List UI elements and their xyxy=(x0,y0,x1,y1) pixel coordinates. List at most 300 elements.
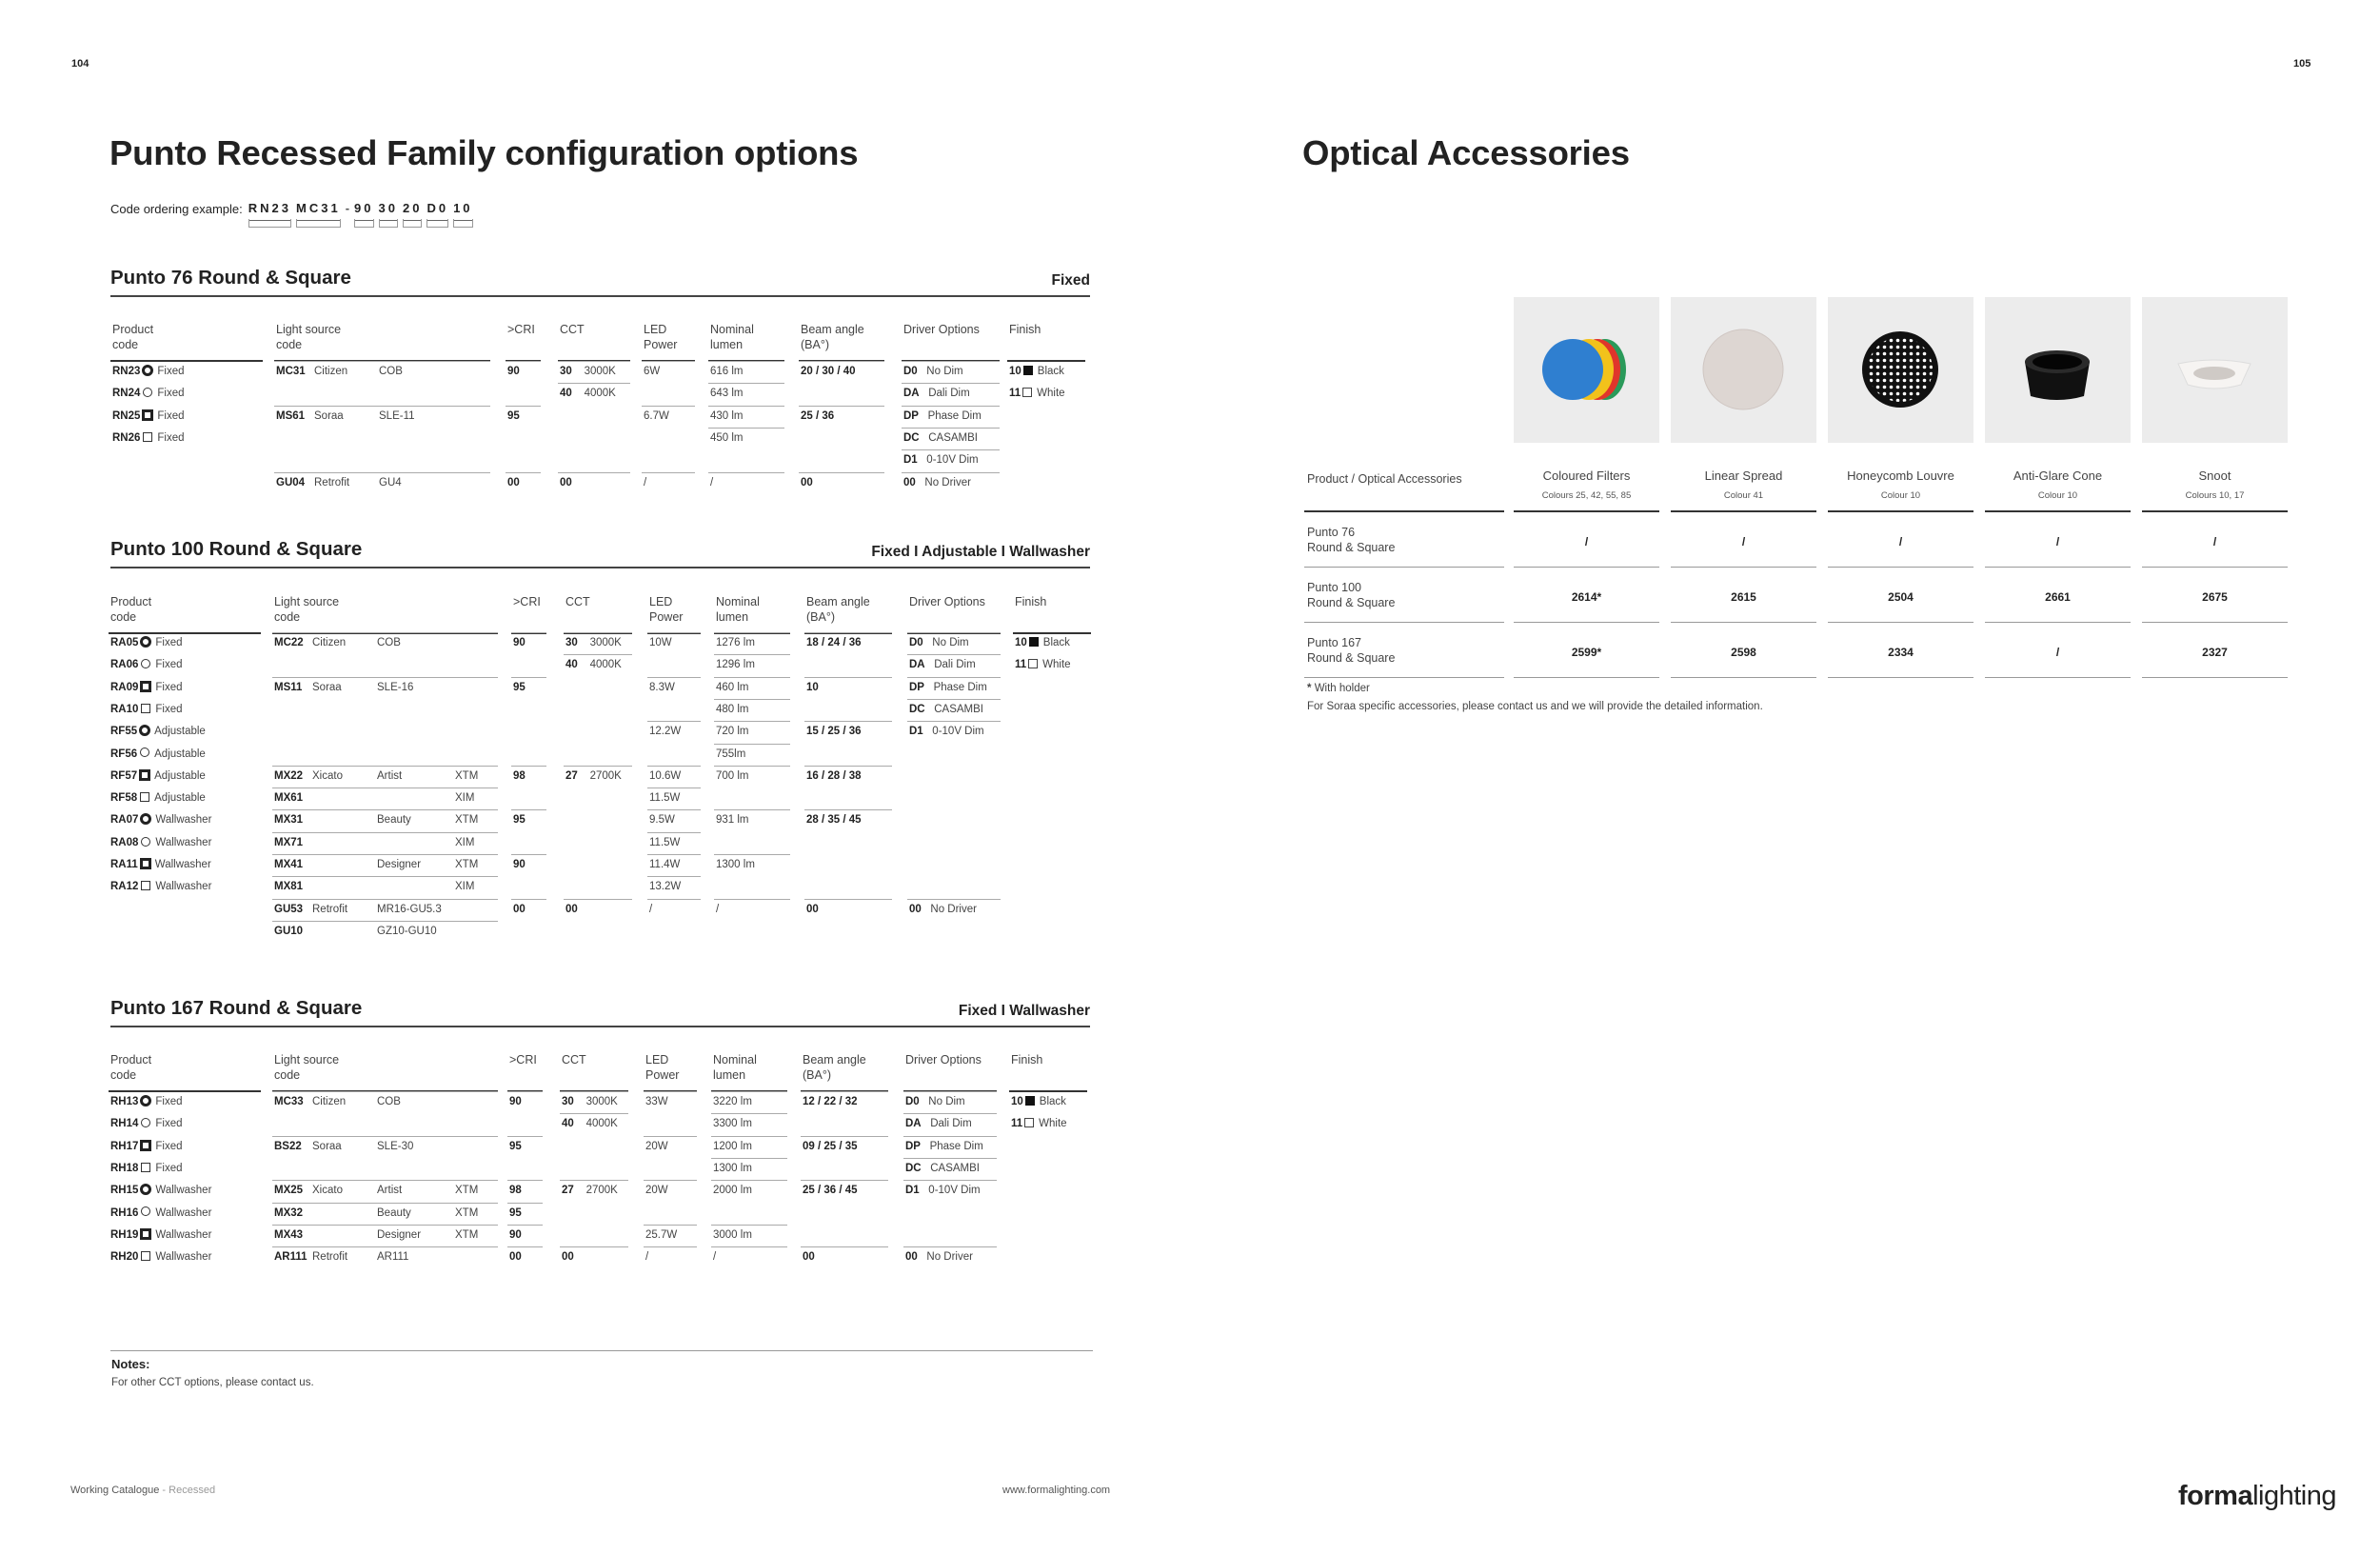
shape-square-bold-icon xyxy=(140,1140,151,1151)
row-rule xyxy=(272,832,498,833)
row-rule xyxy=(714,677,790,678)
lumen-value: 720 lm xyxy=(716,726,749,738)
lumen-value: 1300 lm xyxy=(713,1162,752,1174)
finish-code: 10 xyxy=(1011,1096,1023,1107)
row-rule xyxy=(642,361,695,362)
row-rule xyxy=(903,1136,997,1137)
row-rule xyxy=(647,721,701,722)
beam-value: 25 / 36 xyxy=(801,409,835,422)
section-divider xyxy=(110,567,1090,568)
accessory-code: 2334 xyxy=(1888,646,1914,659)
section-title: Punto 76 Round & Square xyxy=(110,267,351,289)
cri-value: 95 xyxy=(513,681,526,693)
accessory-colours: Colour 10 xyxy=(2037,490,2078,501)
header-rule xyxy=(2142,510,2288,512)
row-rule xyxy=(1304,677,1504,678)
column-header-prod: Product code xyxy=(112,323,154,351)
product-row xyxy=(112,431,185,445)
product-code: RA07 xyxy=(110,814,139,827)
honeycomb-louvre-icon xyxy=(1828,297,1973,443)
row-rule xyxy=(804,809,892,810)
row-rule xyxy=(644,1246,697,1247)
notes-title: Notes: xyxy=(111,1357,150,1371)
row-rule xyxy=(801,1136,888,1137)
driver-label: Phase Dim xyxy=(927,409,982,422)
product-row xyxy=(110,725,206,738)
row-rule xyxy=(272,921,498,922)
row-rule xyxy=(907,699,1001,700)
page-number-left: 104 xyxy=(71,58,89,70)
led-value: 9.5W xyxy=(649,814,675,827)
column-header-driver: Driver Options xyxy=(903,323,980,336)
driver-value xyxy=(905,1095,965,1108)
lumen-value: 1276 lm xyxy=(716,637,755,648)
driver-value xyxy=(905,1250,973,1264)
accessory-name: Linear Spread xyxy=(1704,468,1783,483)
row-rule xyxy=(1985,677,2131,678)
cri-value: 00 xyxy=(507,476,520,488)
light-source-code: GU53 xyxy=(274,903,304,915)
section-tag: Fixed I Adjustable I Wallwasher xyxy=(871,544,1090,560)
finish-code: 10 xyxy=(1009,366,1021,377)
lumen-value: 1296 lm xyxy=(716,659,755,671)
column-header-beam: Beam angle (BA°) xyxy=(801,323,864,351)
mount-type: Wallwasher xyxy=(155,1185,212,1197)
row-rule xyxy=(711,1113,787,1114)
row-rule xyxy=(714,899,790,900)
lumen-value: 643 lm xyxy=(710,388,744,400)
product-code: RN25 xyxy=(112,409,141,422)
product-row xyxy=(110,681,183,694)
header-rule xyxy=(1013,632,1091,634)
cri-value: 95 xyxy=(509,1206,522,1219)
light-source-model: GZ10-GU10 xyxy=(377,925,437,937)
cri-value: 98 xyxy=(513,769,526,782)
accessory-code: 2675 xyxy=(2202,590,2228,604)
row-rule xyxy=(507,1091,543,1092)
cct-value: 2700K xyxy=(585,1185,618,1197)
row-rule xyxy=(560,1091,628,1092)
row-rule xyxy=(647,809,701,810)
beam-value: 10 xyxy=(806,681,819,693)
led-value: 6W xyxy=(644,366,661,377)
snoot-icon xyxy=(2142,297,2288,443)
cri-value: 98 xyxy=(509,1185,522,1197)
column-header-finish: Finish xyxy=(1011,1053,1043,1067)
light-source-code: MX41 xyxy=(274,859,304,870)
mount-type: Adjustable xyxy=(154,792,206,805)
column-header-driver: Driver Options xyxy=(909,595,985,608)
product-code: RN24 xyxy=(112,388,141,400)
row-rule xyxy=(511,632,546,633)
row-header-label: Product / Optical Accessories xyxy=(1307,472,1462,486)
finish-option xyxy=(1011,1095,1066,1108)
driver-label: 0-10V Dim xyxy=(928,1185,981,1197)
led-value: 11.4W xyxy=(649,859,681,870)
light-source-brand: Soraa xyxy=(314,409,344,422)
led-value: 12.2W xyxy=(649,726,682,738)
row-rule xyxy=(272,1136,498,1137)
lumen-value: 1200 lm xyxy=(713,1140,752,1152)
row-rule xyxy=(272,876,498,877)
row-rule xyxy=(714,854,790,855)
cct-value xyxy=(560,365,616,378)
cri-value: 90 xyxy=(513,859,526,870)
cri-value: 95 xyxy=(507,409,520,422)
row-rule xyxy=(711,1136,787,1137)
product-row xyxy=(110,836,211,849)
product-code: RN23 xyxy=(112,366,141,378)
driver-label: Dali Dim xyxy=(928,388,970,400)
light-source-brand: Xicato xyxy=(312,1185,343,1197)
light-source-code: MX61 xyxy=(274,792,304,805)
row-rule xyxy=(274,472,490,473)
light-source-code: MX22 xyxy=(274,769,304,782)
row-rule xyxy=(506,472,541,473)
row-rule xyxy=(1514,567,1659,568)
accessory-code: 2661 xyxy=(2045,590,2071,604)
light-source-type: XIM xyxy=(455,836,475,848)
product-code: RA12 xyxy=(110,881,139,893)
row-rule xyxy=(1671,567,1816,568)
accessory-colours: Colours 10, 17 xyxy=(2185,490,2245,501)
section-divider xyxy=(110,1026,1090,1027)
driver-value xyxy=(905,1184,981,1197)
accessory-name: Snoot xyxy=(2198,468,2231,483)
driver-label: No Dim xyxy=(932,637,969,648)
row-rule xyxy=(902,472,1000,473)
shape-ring-thin-icon xyxy=(140,748,149,757)
row-rule xyxy=(714,699,790,700)
led-value: 13.2W xyxy=(649,881,682,893)
finish-code: 11 xyxy=(1015,659,1027,671)
section-title: Punto 167 Round & Square xyxy=(110,997,363,1019)
row-rule xyxy=(647,876,701,877)
white-swatch-icon xyxy=(1022,388,1032,397)
row-rule xyxy=(1671,677,1816,678)
lumen-value: 480 lm xyxy=(716,703,749,715)
column-header-cct: CCT xyxy=(562,1053,586,1067)
code-ordering-example xyxy=(110,202,478,221)
column-header-led: LED Power xyxy=(649,595,684,624)
beam-value: 00 xyxy=(801,476,813,488)
row-rule xyxy=(708,472,784,473)
light-source-code: MX43 xyxy=(274,1228,304,1241)
row-rule xyxy=(799,361,884,362)
row-rule xyxy=(564,632,632,633)
driver-code: DP xyxy=(903,409,919,422)
mount-type: Fixed xyxy=(155,1140,183,1152)
header-rule xyxy=(1985,510,2131,512)
light-source-code: AR111 xyxy=(274,1251,307,1264)
logo-forma: forma xyxy=(2178,1481,2253,1511)
driver-code: D1 xyxy=(903,454,918,467)
honeycomb-louvre-image xyxy=(1828,297,1973,443)
beam-value: 00 xyxy=(803,1251,815,1264)
row-rule xyxy=(2142,622,2288,623)
lumen-value: 931 lm xyxy=(716,814,749,827)
light-source-model: SLE-11 xyxy=(379,409,415,422)
lumen-value: 3300 lm xyxy=(713,1118,752,1130)
led-value: 20W xyxy=(645,1185,668,1197)
light-source-type: XTM xyxy=(455,814,479,827)
mount-type: Wallwasher xyxy=(155,1206,212,1219)
cct-code: 30 xyxy=(562,1096,574,1107)
row-rule xyxy=(903,1180,997,1181)
column-header-prod: Product code xyxy=(110,1053,152,1082)
light-source-model: COB xyxy=(379,366,403,377)
product-row xyxy=(110,880,211,893)
driver-value xyxy=(905,1140,983,1153)
accessory-code: 2614* xyxy=(1571,590,1602,604)
driver-value xyxy=(909,703,983,716)
row-rule xyxy=(711,1158,787,1159)
row-rule xyxy=(647,677,701,678)
row-rule xyxy=(511,854,546,855)
light-source-model: MR16-GU5.3 xyxy=(377,903,442,915)
linear-spread-icon xyxy=(1671,297,1816,443)
page-title: Punto Recessed Family configuration options xyxy=(109,133,859,172)
accessory-name: Honeycomb Louvre xyxy=(1847,468,1954,483)
row-rule xyxy=(644,1180,697,1181)
code-example-label: Code ordering example: xyxy=(110,202,243,216)
beam-value: 12 / 22 / 32 xyxy=(803,1096,858,1107)
cri-value: 95 xyxy=(509,1140,522,1152)
row-rule xyxy=(804,721,892,722)
mount-type: Wallwasher xyxy=(154,859,211,871)
driver-label: No Dim xyxy=(928,1096,965,1107)
driver-code: D1 xyxy=(909,726,923,738)
product-code: RA11 xyxy=(110,859,138,871)
product-code: RH17 xyxy=(110,1140,139,1152)
product-code: RH20 xyxy=(110,1251,139,1264)
coloured-filters-icon xyxy=(1514,297,1659,443)
shape-ring-thin-icon xyxy=(143,388,152,397)
mount-type: Fixed xyxy=(157,409,185,422)
led-value: 8.3W xyxy=(649,681,675,693)
column-header-beam: Beam angle (BA°) xyxy=(806,595,870,624)
mount-type: Fixed xyxy=(157,388,185,400)
product-row xyxy=(110,636,183,649)
accessory-colours: Colour 10 xyxy=(1880,490,1921,501)
product-code: RF56 xyxy=(110,748,138,760)
driver-label: CASAMBI xyxy=(928,431,978,444)
mount-type: Fixed xyxy=(155,1118,183,1130)
led-value: 25.7W xyxy=(645,1228,678,1241)
light-source-brand: Xicato xyxy=(312,769,343,782)
product-code: RH13 xyxy=(110,1096,139,1108)
section-tag: Fixed I Wallwasher xyxy=(958,1003,1090,1019)
finish-label: Black xyxy=(1042,637,1070,648)
driver-value xyxy=(903,431,978,445)
notes-divider xyxy=(110,1350,1093,1351)
accessory-code: / xyxy=(1741,535,1746,548)
row-rule xyxy=(644,1091,697,1092)
row-rule xyxy=(507,1246,543,1247)
code-dash: - xyxy=(345,201,350,215)
accessory-code: / xyxy=(2055,646,2060,659)
accessory-code: / xyxy=(2212,535,2217,548)
row-rule xyxy=(558,383,630,384)
beam-value: 15 / 25 / 36 xyxy=(806,726,862,738)
row-rule xyxy=(804,766,892,767)
row-rule xyxy=(902,361,1000,362)
product-row xyxy=(110,769,206,783)
row-rule xyxy=(907,899,1001,900)
light-source-brand: Citizen xyxy=(312,1096,347,1107)
light-source-brand: Retrofit xyxy=(314,476,350,488)
product-row xyxy=(110,1250,211,1264)
row-rule xyxy=(647,832,701,833)
shape-ring-bold-icon xyxy=(142,365,153,376)
mount-type: Wallwasher xyxy=(155,1228,212,1241)
cct-value xyxy=(560,476,585,489)
shape-square-bold-icon xyxy=(140,1228,151,1240)
anti-glare-cone-image xyxy=(1985,297,2131,443)
row-rule xyxy=(799,406,884,407)
driver-label: No Driver xyxy=(930,903,977,915)
row-rule xyxy=(647,899,701,900)
light-source-code: MS61 xyxy=(276,409,306,422)
driver-code: D0 xyxy=(909,637,923,648)
optical-accessories-title: Optical Accessories xyxy=(1302,133,1630,172)
driver-value xyxy=(909,903,977,916)
column-header-led: LED Power xyxy=(644,323,678,351)
row-rule xyxy=(642,406,695,407)
row-rule xyxy=(564,766,632,767)
cri-value: 90 xyxy=(509,1228,522,1241)
led-value: / xyxy=(649,903,653,915)
product-row xyxy=(110,1206,211,1220)
row-rule xyxy=(272,1225,498,1226)
row-rule xyxy=(274,361,490,362)
driver-code: D1 xyxy=(905,1185,920,1197)
header-rule xyxy=(1828,510,1973,512)
row-rule xyxy=(1671,622,1816,623)
lumen-value: 450 lm xyxy=(710,431,744,444)
lumen-value: 1300 lm xyxy=(716,859,755,870)
white-swatch-icon xyxy=(1024,1118,1034,1127)
footnote-text: With holder xyxy=(1314,683,1370,694)
column-header-cct: CCT xyxy=(560,323,585,336)
row-rule xyxy=(511,809,546,810)
row-rule xyxy=(560,1246,628,1247)
accessory-code: 2598 xyxy=(1731,646,1756,659)
row-rule xyxy=(272,1246,498,1247)
row-rule xyxy=(647,854,701,855)
product-code: RA08 xyxy=(110,836,139,848)
footer-separator: - xyxy=(159,1485,169,1496)
row-rule xyxy=(801,1091,888,1092)
column-header-finish: Finish xyxy=(1015,595,1047,608)
finish-label: White xyxy=(1037,388,1065,400)
finish-label: White xyxy=(1039,1118,1067,1130)
row-rule xyxy=(804,677,892,678)
driver-value xyxy=(903,476,971,489)
black-swatch-icon xyxy=(1029,637,1039,647)
cri-value: 90 xyxy=(513,637,526,648)
section-divider xyxy=(110,295,1090,297)
accessory-code: / xyxy=(1898,535,1903,548)
accessory-name: Anti-Glare Cone xyxy=(2013,468,2103,483)
accessory-code: 2504 xyxy=(1888,590,1914,604)
shape-ring-bold-icon xyxy=(140,1095,151,1106)
shape-ring-bold-icon xyxy=(139,725,150,736)
row-rule xyxy=(507,1136,543,1137)
cct-code: 30 xyxy=(565,637,578,648)
led-value: / xyxy=(645,1251,649,1264)
driver-value xyxy=(909,725,984,738)
row-rule xyxy=(1514,622,1659,623)
header-rule xyxy=(1304,510,1504,512)
mount-type: Wallwasher xyxy=(155,1251,212,1264)
column-header-cct: CCT xyxy=(565,595,590,608)
beam-value: 20 / 30 / 40 xyxy=(801,366,856,377)
row-rule xyxy=(902,428,1000,429)
header-rule xyxy=(1671,510,1816,512)
cri-value: 90 xyxy=(507,366,520,377)
row-rule xyxy=(708,361,784,362)
led-value: 10W xyxy=(649,637,672,648)
product-row-label: Punto 76 Round & Square xyxy=(1307,526,1396,554)
cri-value: 95 xyxy=(513,814,526,827)
light-source-brand: Citizen xyxy=(314,366,348,377)
light-source-type: XTM xyxy=(455,1228,479,1241)
row-rule xyxy=(903,1246,997,1247)
product-row xyxy=(110,658,183,671)
code-group: MC31 xyxy=(296,202,341,221)
lumen-value: 2000 lm xyxy=(713,1185,752,1197)
mount-type: Fixed xyxy=(155,1162,183,1174)
led-value: 11.5W xyxy=(649,792,681,805)
row-rule xyxy=(902,406,1000,407)
shape-ring-thin-icon xyxy=(141,1206,150,1216)
coloured-filters-image xyxy=(1514,297,1659,443)
product-code: RN26 xyxy=(112,431,141,444)
light-source-code: MC22 xyxy=(274,637,304,648)
driver-code: DP xyxy=(905,1140,921,1152)
shape-square-bold-icon xyxy=(140,858,151,869)
driver-code: DP xyxy=(909,681,924,693)
column-header-lumen: Nominal lumen xyxy=(710,323,754,351)
row-rule xyxy=(507,1180,543,1181)
shape-square-bold-icon xyxy=(140,681,151,692)
light-source-code: MX32 xyxy=(274,1206,304,1219)
cct-value xyxy=(565,658,622,671)
row-rule xyxy=(714,654,790,655)
column-header-beam: Beam angle (BA°) xyxy=(803,1053,866,1082)
driver-code: 00 xyxy=(905,1251,918,1264)
lumen-value: / xyxy=(716,903,720,915)
product-row xyxy=(110,1228,211,1242)
footer-url[interactable]: www.formalighting.com xyxy=(1002,1485,1111,1496)
row-rule xyxy=(506,406,541,407)
cct-code: 30 xyxy=(560,366,572,377)
row-rule xyxy=(511,766,546,767)
linear-spread-image xyxy=(1671,297,1816,443)
column-header-finish: Finish xyxy=(1009,323,1041,336)
light-source-model: GU4 xyxy=(379,476,402,488)
cct-value xyxy=(565,903,590,916)
product-row xyxy=(110,813,211,827)
lumen-value: 460 lm xyxy=(716,681,749,693)
accessory-name: Coloured Filters xyxy=(1542,468,1631,483)
light-source-model: Beauty xyxy=(377,814,411,827)
header-rule xyxy=(1514,510,1659,512)
light-source-code: BS22 xyxy=(274,1140,302,1152)
product-code: RA05 xyxy=(110,637,139,649)
beam-value: 16 / 28 / 38 xyxy=(806,769,862,782)
